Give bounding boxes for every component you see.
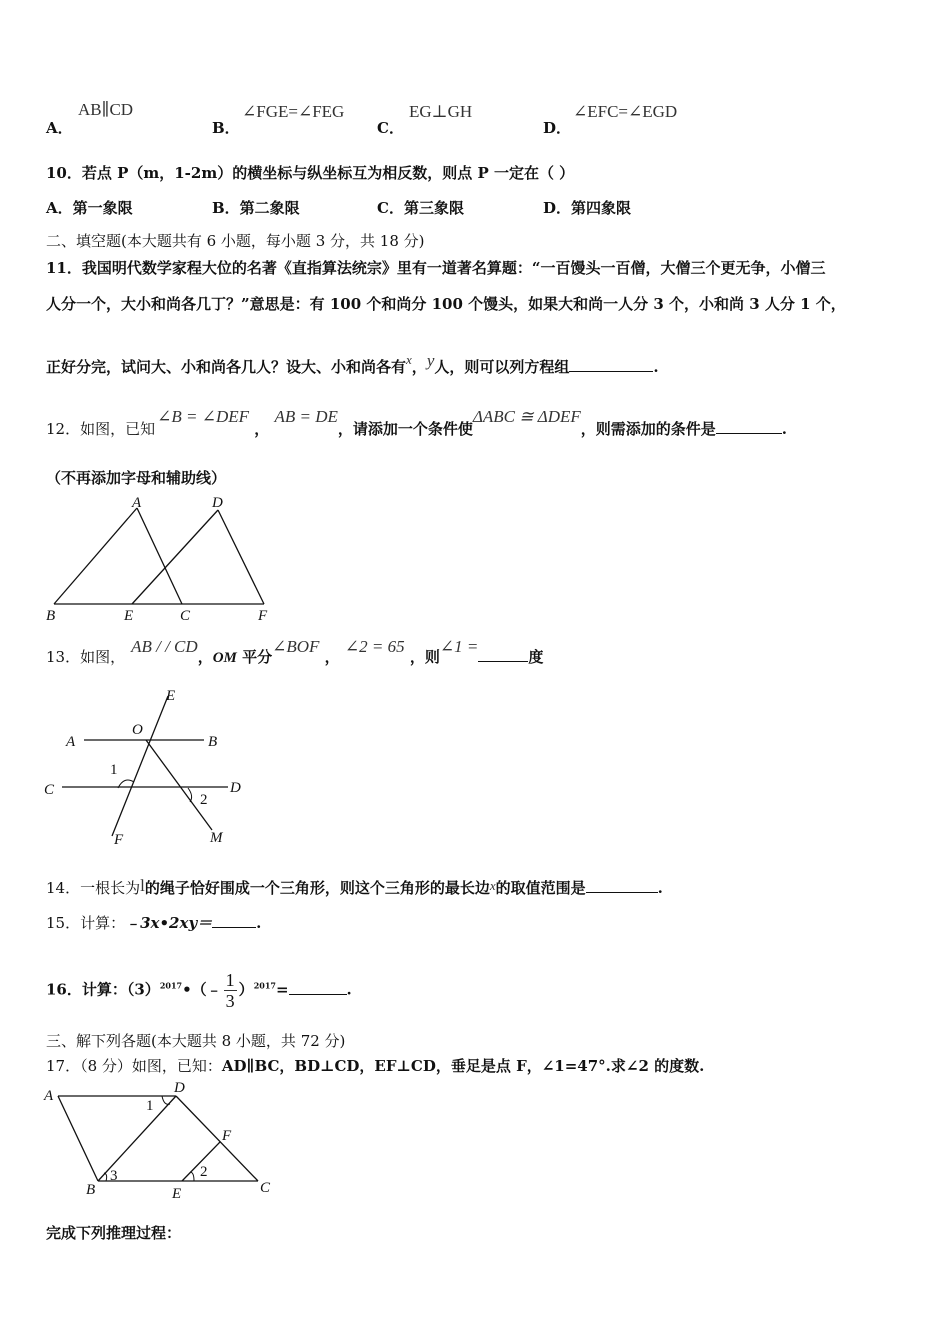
q15-answer-blank[interactable] <box>212 913 256 928</box>
segment-ab <box>58 1096 98 1181</box>
q15-line: 15．计算：﹣3x•2xy＝ . <box>46 914 262 932</box>
q16-line: 16．计算：$(3)^{2017}•(﹣$ $\frac{1}{3}$ ）$^{2017}$= . <box>46 970 352 1011</box>
label-f: F <box>258 608 268 624</box>
label-e: E <box>172 1186 182 1202</box>
label-a: A <box>66 734 76 750</box>
label-f: F <box>114 832 124 848</box>
q10-option-c: C．第三象限 <box>377 199 464 217</box>
q17-line: 17．（8 分）如图，已知：AD∥BC，BD⊥CD，EF⊥CD，垂足是点 F，∠1=47°.求∠2 的度数. <box>46 1057 705 1075</box>
q9-option-c-math: EG⊥GH <box>409 102 473 121</box>
label-c: C <box>44 782 55 798</box>
line-ef <box>112 696 168 836</box>
label-angle-1: 1 <box>146 1098 154 1114</box>
q9-option-a-label: A． <box>46 119 73 137</box>
label-b: B <box>46 608 56 624</box>
q9-option-b-label: B． <box>212 119 240 137</box>
q9-option-a-math: AB∥CD <box>78 100 134 119</box>
label-o: O <box>132 722 143 738</box>
label-angle-2: 2 <box>200 1164 208 1180</box>
q12-note: （不再添加字母和辅助线） <box>46 469 227 487</box>
label-e: E <box>124 608 134 624</box>
figure-q17 <box>40 1080 280 1205</box>
label-d: D <box>230 780 241 796</box>
label-m: M <box>210 830 223 846</box>
q16-fraction: $\frac{1}{3}$ <box>225 970 235 1011</box>
q12-line: 12．如图，已知∠B = ∠DEF ， AB = DE，请添加一个条件使ΔABC ≅ ΔDEF，则需添加的条件是 . <box>46 407 787 438</box>
segment-ba <box>54 508 137 604</box>
label-d: D <box>212 495 223 511</box>
label-angle-3: 3 <box>110 1168 118 1184</box>
q14-answer-blank[interactable] <box>586 878 658 893</box>
finish-reasoning-prompt: 完成下列推理过程： <box>46 1224 182 1242</box>
label-b: B <box>86 1182 96 1198</box>
label-angle-1: 1 <box>110 762 118 778</box>
q13-line: 13．如图，AB / / CD，OM 平分∠BOF ， ∠2 = 65 ，则∠1 =度 <box>46 637 544 666</box>
q10-option-b: B．第二象限 <box>212 199 300 217</box>
q11-answer-blank[interactable] <box>569 357 653 372</box>
label-e: E <box>166 688 176 704</box>
label-a: A <box>44 1088 54 1104</box>
figure-q13 <box>40 684 260 854</box>
section-3-heading: 三、解下列各题(本大题共 8 小题，共 72 分) <box>46 1032 346 1050</box>
section-2-heading: 二、填空题(本大题共有 6 小题，每小题 3 分，共 18 分) <box>46 232 425 250</box>
q12-answer-blank[interactable] <box>716 419 782 434</box>
q10-option-a: A．第一象限 <box>46 199 133 217</box>
q11-line-2: 人分一个，大小和尚各几丁？”意思是：有 100 个和尚分 100 个馒头，如果大和尚一人分 3 个，小和尚 3 人分 1 个， <box>46 295 846 313</box>
label-c: C <box>260 1180 271 1196</box>
label-b: B <box>208 734 218 750</box>
label-f: F <box>222 1128 232 1144</box>
q16-answer-blank[interactable] <box>289 980 347 995</box>
segment-df <box>218 510 264 604</box>
segment-dc <box>176 1096 258 1181</box>
q9-option-c-label: C． <box>377 119 404 137</box>
label-c: C <box>180 608 191 624</box>
q11-line-1: 11．我国明代数学家程大位的名著《直指算法统宗》里有一道著名算题：“一百馒头一百僧，大僧三个更无争，小僧三 <box>46 259 826 277</box>
q9-option-d-label: D． <box>543 119 572 137</box>
label-angle-2: 2 <box>200 792 208 808</box>
label-d: D <box>174 1080 185 1096</box>
q10-option-d: D．第四象限 <box>543 199 632 217</box>
figure-q12 <box>40 490 280 625</box>
q9-option-b-math: ∠FGE=∠FEG <box>242 102 345 121</box>
q13-answer-blank[interactable] <box>478 647 528 662</box>
ray-om <box>146 740 212 830</box>
q9-option-d-math: ∠EFC=∠EGD <box>573 102 678 121</box>
label-a: A <box>132 495 142 511</box>
q10-text: 10．若点 P（m，1-2m）的横坐标与纵坐标互为相反数，则点 P 一定在（ ） <box>46 164 575 182</box>
q11-line-3: 正好分完，试问大、小和尚各几人？设大、小和尚各有x，y人，则可以列方程组 . <box>46 351 659 376</box>
angle-2-arc <box>190 1172 194 1181</box>
q14-line: 14．一根长为l的绳子恰好围成一个三角形，则这个三角形的最长边x的取值范围是 . <box>46 876 663 897</box>
